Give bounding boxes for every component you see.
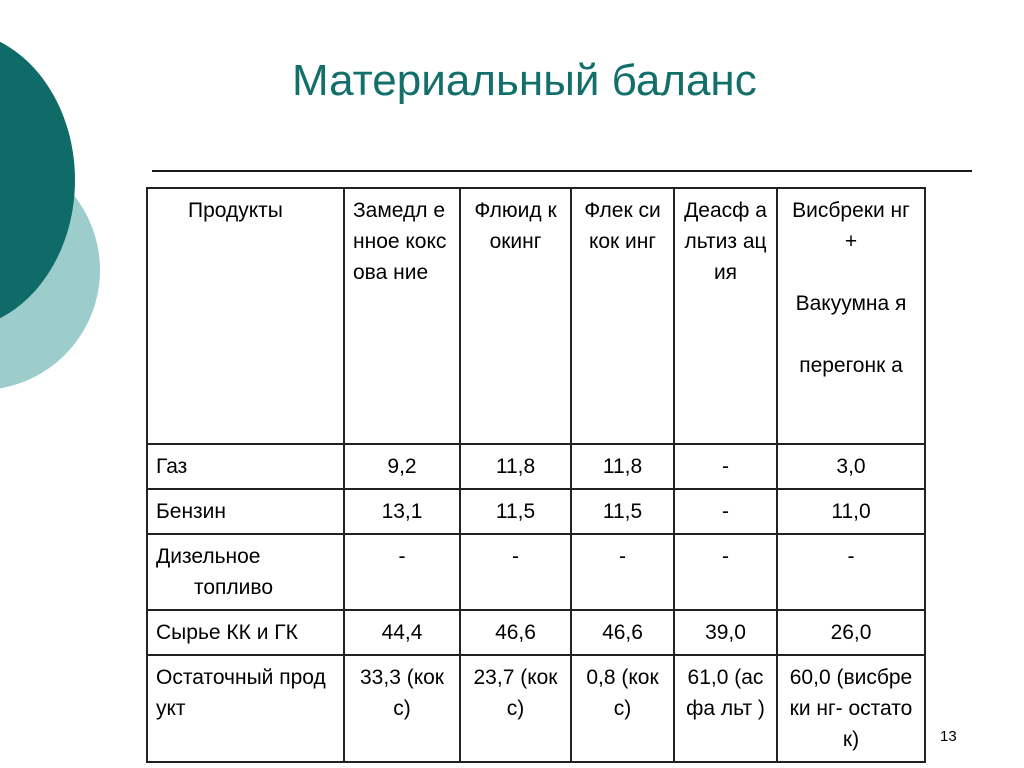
table-cell: 61,0 (асфа льт ) bbox=[674, 655, 777, 762]
header-delayed-coking: Замедл енное коксова ние bbox=[344, 188, 460, 444]
table-cell: 26,0 bbox=[777, 610, 925, 655]
row-label-line1: Дизельное bbox=[156, 545, 261, 568]
header-visbreaking bbox=[777, 188, 925, 444]
header-flexicoking: Флек сикок инг bbox=[571, 188, 674, 444]
table-cell: 11,8 bbox=[460, 444, 571, 489]
title-divider bbox=[152, 170, 972, 172]
material-balance-table bbox=[146, 187, 926, 763]
row-label: Бензин bbox=[147, 489, 344, 534]
header-products: Продукты bbox=[147, 188, 344, 444]
table-cell: - bbox=[674, 489, 777, 534]
table-cell: 11,5 bbox=[571, 489, 674, 534]
table-cell: 3,0 bbox=[777, 444, 925, 489]
table-header-row bbox=[147, 188, 925, 444]
table-cell: 23,7 (кокс) bbox=[460, 655, 571, 762]
table-cell: 39,0 bbox=[674, 610, 777, 655]
header-deasphalting: Деасф альтиз ация bbox=[674, 188, 777, 444]
page-number: 13 bbox=[940, 728, 957, 745]
header-visbreaking-part2: Вакуумна я bbox=[795, 292, 907, 315]
row-label: Газ bbox=[147, 444, 344, 489]
table-cell: - bbox=[344, 534, 460, 610]
table-row bbox=[147, 655, 925, 762]
table-cell: 13,1 bbox=[344, 489, 460, 534]
table-row bbox=[147, 610, 925, 655]
row-label: Сырье КК и ГК bbox=[147, 610, 344, 655]
table-cell: - bbox=[674, 534, 777, 610]
table-row bbox=[147, 444, 925, 489]
table-cell: 0,8 (кокс) bbox=[571, 655, 674, 762]
table-cell: 60,0 (висбреки нг- остаток) bbox=[777, 655, 925, 762]
table-cell: 46,6 bbox=[571, 610, 674, 655]
table-cell: 9,2 bbox=[344, 444, 460, 489]
header-visbreaking-part1: Висбреки нг + bbox=[792, 199, 910, 253]
table-cell: 11,8 bbox=[571, 444, 674, 489]
table-cell: 11,5 bbox=[460, 489, 571, 534]
row-label: Остаточный продукт bbox=[147, 655, 344, 762]
header-fluid-coking: Флюид кокинг bbox=[460, 188, 571, 444]
table-row bbox=[147, 489, 925, 534]
table-cell: - bbox=[571, 534, 674, 610]
header-visbreaking-part3: перегонк а bbox=[799, 354, 903, 377]
row-label bbox=[147, 534, 344, 610]
row-label-line2: топливо bbox=[194, 576, 274, 599]
table-cell: 44,4 bbox=[344, 610, 460, 655]
table-cell: 46,6 bbox=[460, 610, 571, 655]
table-cell: - bbox=[460, 534, 571, 610]
table-cell: 33,3 (кокс) bbox=[344, 655, 460, 762]
slide-title: Материальный баланс bbox=[292, 56, 757, 105]
table-row bbox=[147, 534, 925, 610]
table-cell: 11,0 bbox=[777, 489, 925, 534]
table-cell: - bbox=[777, 534, 925, 610]
table-cell: - bbox=[674, 444, 777, 489]
